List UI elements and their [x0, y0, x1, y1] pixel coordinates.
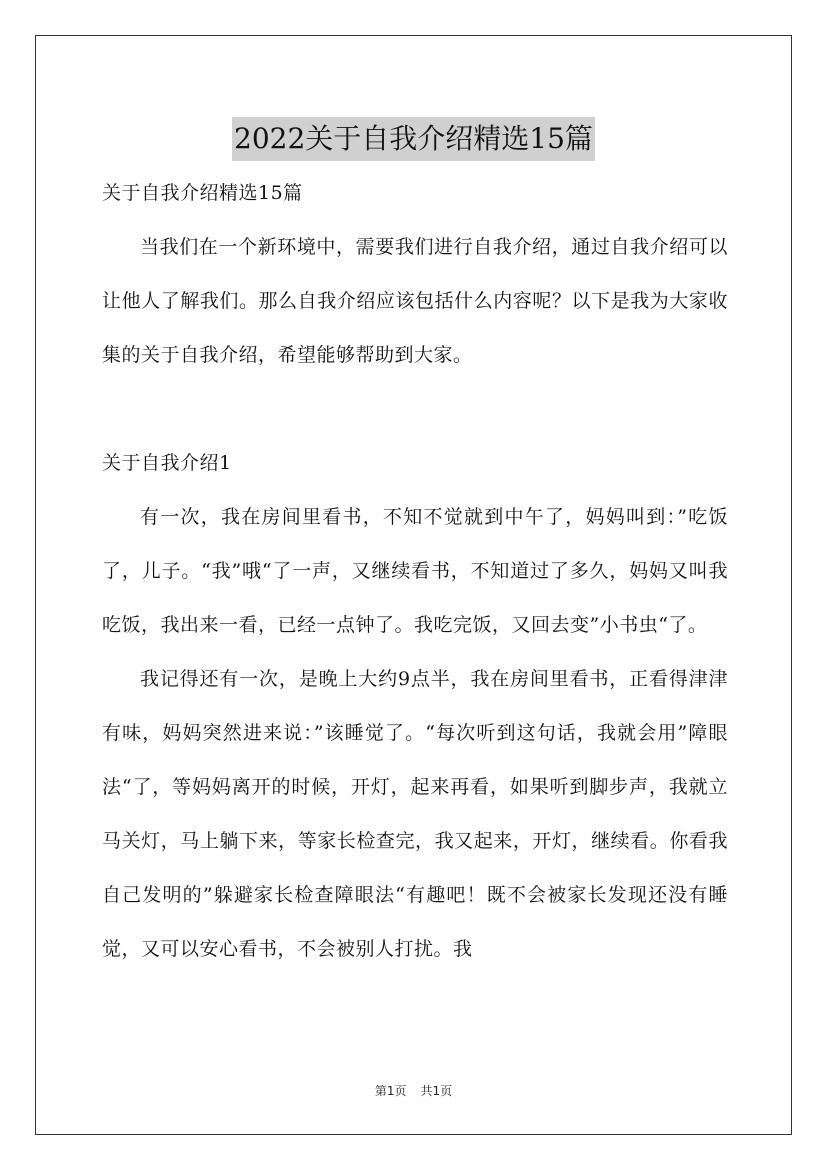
page-footer	[0, 1082, 827, 1100]
document-body	[102, 166, 728, 976]
intro-paragraph: 当我们在一个新环境中，需要我们进行自我介绍，通过自我介绍可以让他人了解我们。那么自我介绍应该包括什么内容呢？以下是我为大家收集的关于自我介绍，希望能够帮助到大家。	[102, 236, 728, 366]
body-paragraph-1: 有一次，我在房间里看书，不知不觉就到中午了，妈妈叫到：”吃饭了，儿子。“我”哦“了一声，又继续看书，不知道过了多久，妈妈又叫我吃饭，我出来一看，已经一点钟了。我吃完饭，又回去变”小书虫“了。	[102, 506, 728, 636]
document-title: 2022关于自我介绍精选15篇	[232, 117, 595, 161]
section-gap	[102, 382, 728, 436]
body-paragraph-2: 我记得还有一次，是晚上大约9点半，我在房间里看书，正看得津津有味，妈妈突然进来说：”该睡觉了。“每次听到这句话，我就会用”障眼法“了，等妈妈离开的时候，开灯，起来再看，如果听到脚步声，我就立马关灯，马上躺下来，等家长检查完，我又起来，开灯，继续看。你看我自己发明的”躲避家长检查障眼法“有趣吧！既不会被家长发现还没有睡觉，又可以安心看书，不会被别人打扰。我	[102, 668, 728, 960]
page-number: 第1页	[374, 1084, 407, 1098]
document-subtitle: 关于自我介绍精选15篇	[102, 182, 303, 204]
page-total: 共1页	[420, 1084, 453, 1098]
section-heading: 关于自我介绍1	[102, 452, 232, 474]
